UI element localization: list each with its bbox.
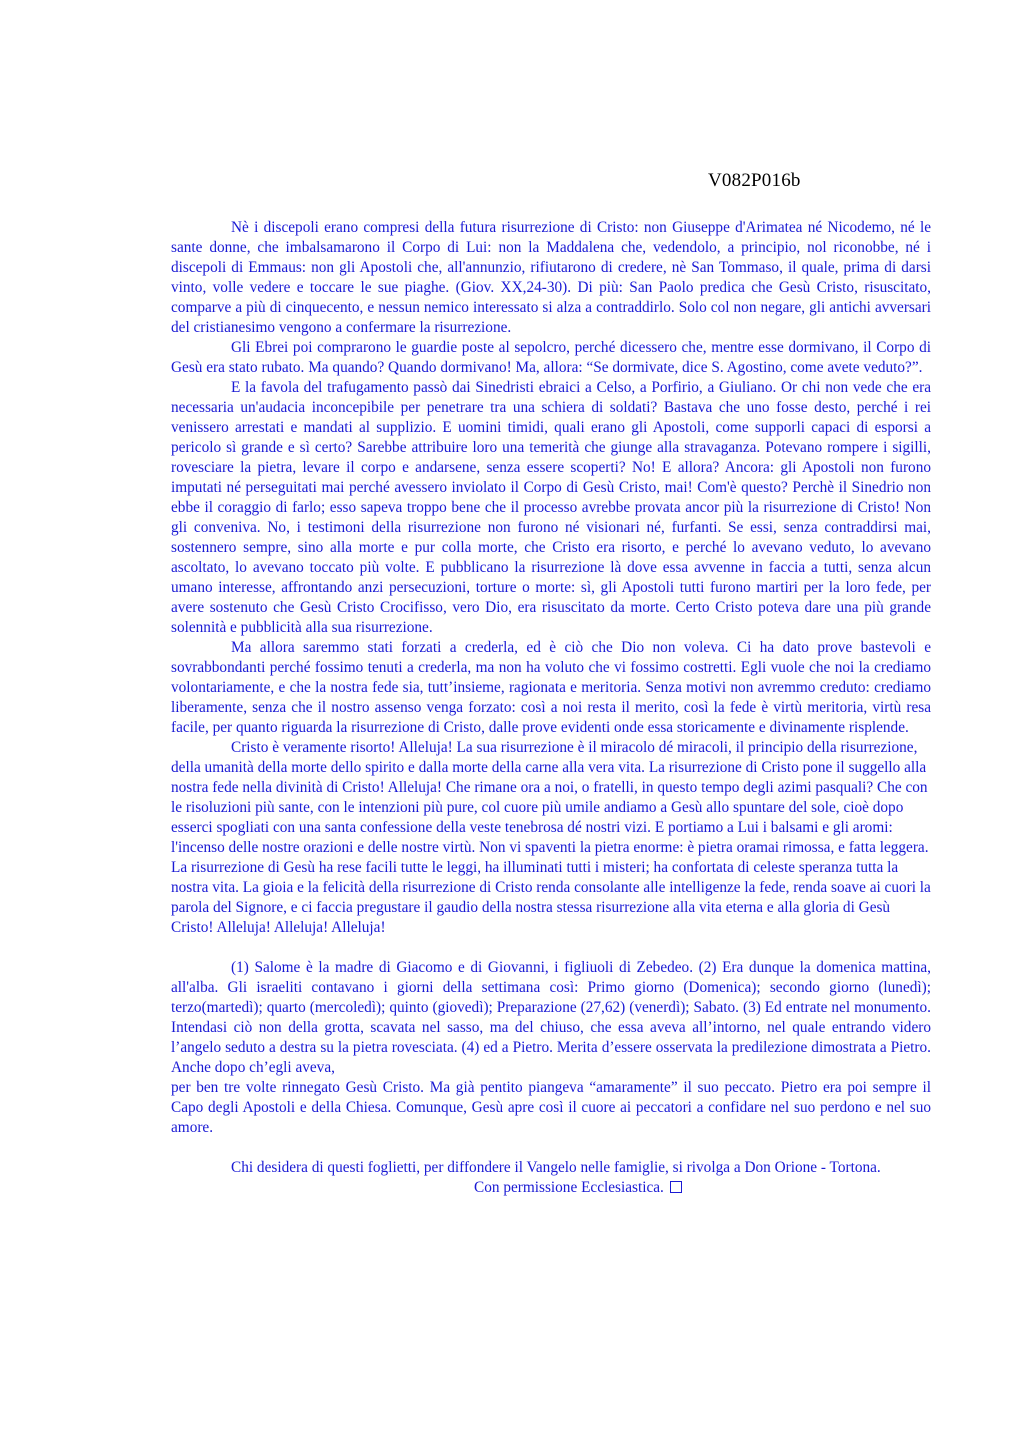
footnotes — [171, 958, 931, 1138]
empty-box-icon — [670, 1181, 682, 1193]
footer — [171, 1158, 931, 1198]
paragraph: Ma allora saremmo stati forzati a crederla, ed è ciò che Dio non voleva. Ci ha dato prove bastevoli e sovrabbondanti perché fossimo tenuti a crederla, ma non ha voluto che vi fossimo costretti. Egli vuole che noi la crediamo volontariamente, e che la nostra fede sia, tutt’insieme, ragionata e meritoria. Senza motivi non avremmo creduto: crediamo liberamente, senza che il nostro assenso venga forzato: così a noi resta il merito, così la fede è virtù meritoria, virtù resa facile, per quanto riguarda la risurrezione di Cristo, dalle prove evidenti onde essa storicamente e divinamente risplende. — [171, 639, 931, 736]
footer-permission-line — [171, 1178, 931, 1198]
footnote-continuation: per ben tre volte rinnegato Gesù Cristo. Ma già pentito piangeva “amaramente” il suo peccato. Pietro era poi sempre il Capo degli Apostoli e della Chiesa. Comunque, Gesù apre così il cuore ai peccatori a confidare nel suo perdono e nel suo amore. — [171, 1079, 931, 1136]
footer-request-line: Chi desidera di questi foglietti, per diffondere il Vangelo nelle famiglie, si rivolga a Don Orione - Tortona. — [231, 1159, 881, 1176]
paragraph: Gli Ebrei poi comprarono le guardie poste al sepolcro, perché dicessero che, mentre esse dormivano, il Corpo di Gesù era stato rubato. Ma quando? Quando dormivano! Ma, allora: “Se dormivate, dice S. Agostino, come avete veduto?”. — [171, 339, 931, 376]
footnote-text: (1) Salome è la madre di Giacomo e di Giovanni, i figliuoli di Zebedeo. (2) Era dunque la domenica mattina, all'alba. Gli israeliti contavano i giorni della settimana così: Primo giorno (Domenica); secondo giorno (lunedì); terzo(martedì); quarto (mercoledì); quinto (giovedì); Preparazione (27,62) (venerdì); Sabato. (3) Ed entrate nel monumento. Intendasi ciò non della grotta, scavata nel sasso, ma del chiuso, che essa aveva all’intorno, nel quale entrando videro l’angelo seduto a destra su la pietra rovesciata. (4) ed a Pietro. Merita d’essere osservata la predilezione dimostrata a Pietro. Anche dopo ch’egli aveva, — [171, 959, 931, 1076]
document-body — [171, 218, 931, 1198]
paragraph: Cristo è veramente risorto! Alleluja! La sua risurrezione è il miracolo dé miracoli, il principio della risurrezione, della umanità della morte dello spirito e dalla morte della carne alla vera vita. La risurrezione di Cristo pone il suggello alla nostra fede nella divinità di Cristo! Alleluja! Che rimane ora a noi, o fratelli, in questo tempo degli azimi pasquali? Che con le risoluzioni più sante, con le intenzioni più pure, col cuore più umile andiamo a Gesù allo spuntare del sole, cioè dopo esserci spogliati con una santa confessione della veste tenebrosa dé nostri vizi. E portiamo a Lui i balsami e gli aromi: l'incenso delle nostre orazioni e delle nostre virtù. Non vi spaventi la pietra enorme: è pietra oramai rimossa, e fatta leggera. La risurrezione di Gesù ha rese facili tutte le leggi, ha illuminati tutti i misteri; ha confortata di celeste speranza tutta la nostra vita. La gioia e la felicità della risurrezione di Cristo renda consolante alle intelligenze la fede, renda soave ai cuori la parola del Signore, e ci faccia pregustare il gaudio della nostra stessa risurrezione alla vita eterna e alla gloria di Gesù Cristo! Alleluja! Alleluja! Alleluja! — [171, 739, 931, 936]
paragraph: E la favola del trafugamento passò dai Sinedristi ebraici a Celso, a Porfirio, a Giuliano. Or chi non vede che era necessaria un'audacia inconcepibile per penetrare tra una schiera di soldati? Bastava che uno fosse desto, perché i rei venissero arrestati e mandati al supplizio. E uomini timidi, quali erano gli Apostoli, come supporli capaci di esporsi a pericolo sì grande e sì certo? Sarebbe attribuire loro una temerità che giunge alla stravaganza. Potevano rompere i sigilli, rovesciare la pietra, levare il corpo e andarsene, senza essere scoperti? No! E allora? Ancora: gli Apostoli non furono imputati né perseguitati mai perché avessero inviolato il Corpo di Gesù Cristo, mai! Com'è questo? Perchè il Sinedrio non ebbe il coraggio di farlo; esso sapeva troppo bene che il processo avrebbe provata ancor più la risurrezione di Cristo! Non gli conveniva. No, i testimoni della risurrezione non furono né visionari né, furfanti. Se essi, senza contraddirsi mai, sostennero sempre, sino alla morte e pur colla morte, che Cristo era risorto, e perché lo avevano veduto, lo avevano ascoltato, lo avevano toccato più volte. E pubblicano la risurrezione là dove essa avvenne in faccia a tutti, senza alcun umano interesse, affrontando anzi persecuzioni, torture o morte: sì, gli Apostoli tutti furono martiri per la loro fede, per avere sostenuto che Gesù Cristo Crocifisso, vero Dio, era risuscitato da morte. Certo Cristo poteva dare una più grande solennità e pubblicità alla sua risurrezione. — [171, 379, 931, 636]
paragraph: Nè i discepoli erano compresi della futura risurrezione di Cristo: non Giuseppe d'Arimatea né Nicodemo, né le sante donne, che imbalsamarono il Corpo di Lui: non la Maddalena che, vedendolo, a principio, nol riconobbe, né i discepoli di Emmaus: non gli Apostoli che, all'annunzio, rifiutarono di credere, nè San Tommaso, il quale, prima di darsi vinto, volle vedere e toccare le sue piaghe. (Giov. XX,24-30). Di più: San Paolo predica che Gesù Cristo, risuscitato, comparve a più di cinquecento, e nessun nemico interessato si alza a contraddirlo. Solo col non negare, gli antichi avversari del cristianesimo vengono a confermare la risurrezione. — [171, 219, 931, 336]
page-code: V082P016b — [708, 170, 801, 191]
permission-text: Con permissione Ecclesiastica. — [474, 1179, 664, 1196]
